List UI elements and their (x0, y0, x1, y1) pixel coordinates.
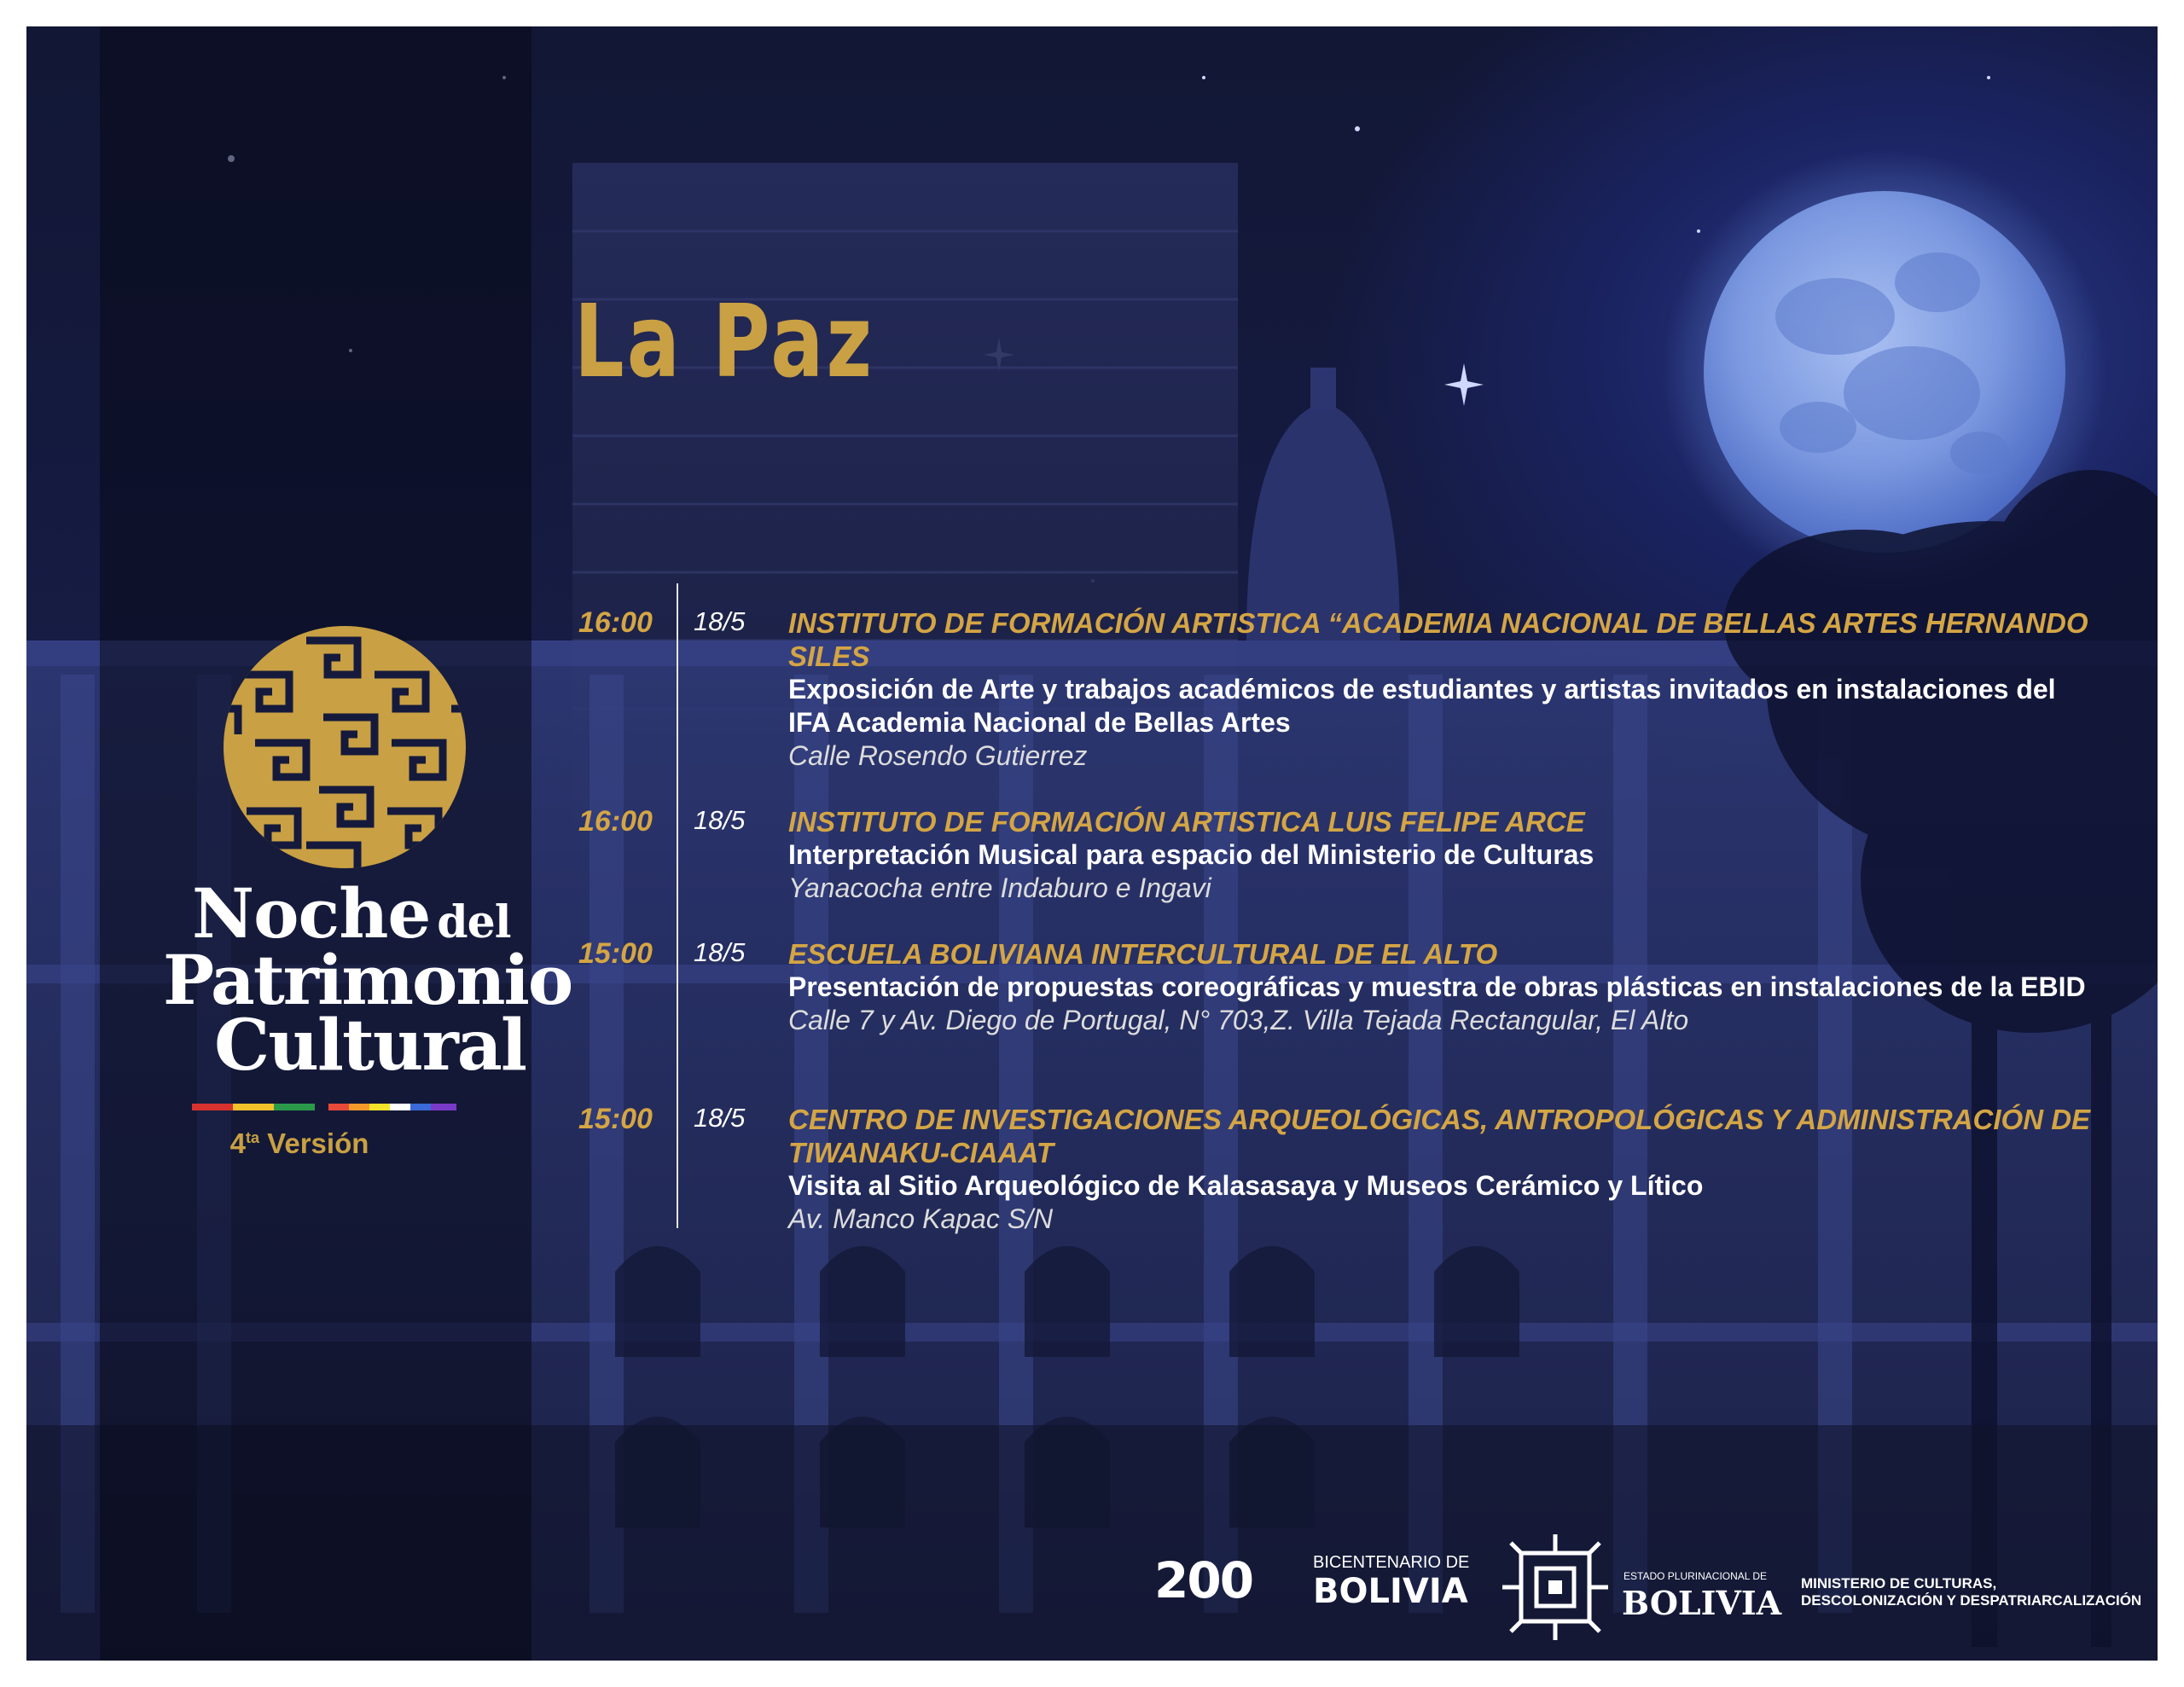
event-title: INSTITUTO DE FORMACIÓN ARTISTICA LUIS FELIPE ARCE (788, 806, 1585, 838)
poster (26, 26, 2158, 1661)
footer-logos (1127, 1528, 2151, 1647)
event-description: Visita al Sitio Arqueológico de Kalasasaya y Museos Cerámico y Lítico (788, 1170, 1704, 1201)
event-time: 15:00 (578, 1103, 653, 1135)
ministerio-line-2: DESCOLONIZACIÓN Y DESPATRIARCALIZACIÓN (1801, 1592, 2142, 1609)
event-time: 16:00 (578, 606, 653, 639)
aymara-fret-circle-icon (221, 623, 468, 871)
region-title: La Paz (574, 282, 875, 400)
bolivia-coat-of-arms-icon (1502, 1534, 1608, 1640)
estado-big-label: BOLIVIA (1622, 1584, 1782, 1622)
event-title: ESCUELA BOLIVIANA INTERCULTURAL DE EL ALTO (788, 938, 1498, 970)
event-description: Presentación de propuestas coreográficas y muestra de obras plásticas en instalaciones de la EBID (788, 971, 2086, 1002)
edition-label: $4^{ta}$ Versión (229, 1128, 369, 1159)
event-body (788, 805, 2102, 905)
event-brand-logo (120, 592, 572, 1172)
bicentenario-big-label: BOLIVIA (1313, 1572, 1468, 1611)
bicentenario-small-label: BICENTENARIO DE (1313, 1553, 1470, 1572)
brand-title-line-2: Patrimonio (163, 940, 572, 1020)
bicentenario-number: 200 (1154, 1551, 1253, 1609)
event-location: Calle 7 y Av. Diego de Portugal, N° 703,Z. Villa Tejada Rectangular, El Alto (788, 1005, 1689, 1035)
event-time: 16:00 (578, 805, 653, 838)
event-body (788, 1103, 2102, 1236)
event-location: Yanacocha entre Indaburo e Ingavi (788, 872, 1211, 903)
ministerio-line-1: MINISTERIO DE CULTURAS, (1801, 1575, 1997, 1591)
event-body (788, 606, 2102, 773)
event-description: Exposición de Arte y trabajos académicos de estudiantes y artistas invitados en instalaciones del IFA Academia Nacional de Bellas Artes (788, 674, 2056, 738)
event-date: 18/5 (694, 606, 746, 636)
event-date: 18/5 (694, 805, 746, 835)
event-description: Interpretación Musical para espacio del Ministerio de Culturas (788, 839, 1594, 870)
event-date: 18/5 (694, 1103, 746, 1133)
event-title: CENTRO DE INVESTIGACIONES ARQUEOLÓGICAS, ANTROPOLÓGICAS Y ADMINISTRACIÓN DE TIWANAKU-CIAAAT (788, 1104, 2091, 1168)
timeline-divider (677, 583, 678, 1228)
event-body (788, 937, 2102, 1037)
event-location: Calle Rosendo Gutierrez (788, 740, 1088, 771)
event-title: INSTITUTO DE FORMACIÓN ARTISTICA “ACADEMIA NACIONAL DE BELLAS ARTES HERNANDO SILES (788, 607, 2088, 672)
event-time: 15:00 (578, 937, 653, 970)
estado-small-label: ESTADO PLURINACIONAL DE (1623, 1570, 1768, 1582)
brand-title-line-1: Noche del (192, 873, 511, 954)
flag-stripes-decoration (192, 1104, 456, 1110)
event-location: Av. Manco Kapac S/N (788, 1203, 1054, 1234)
event-date: 18/5 (694, 937, 746, 967)
brand-title-line-3: Cultural (214, 1005, 526, 1087)
